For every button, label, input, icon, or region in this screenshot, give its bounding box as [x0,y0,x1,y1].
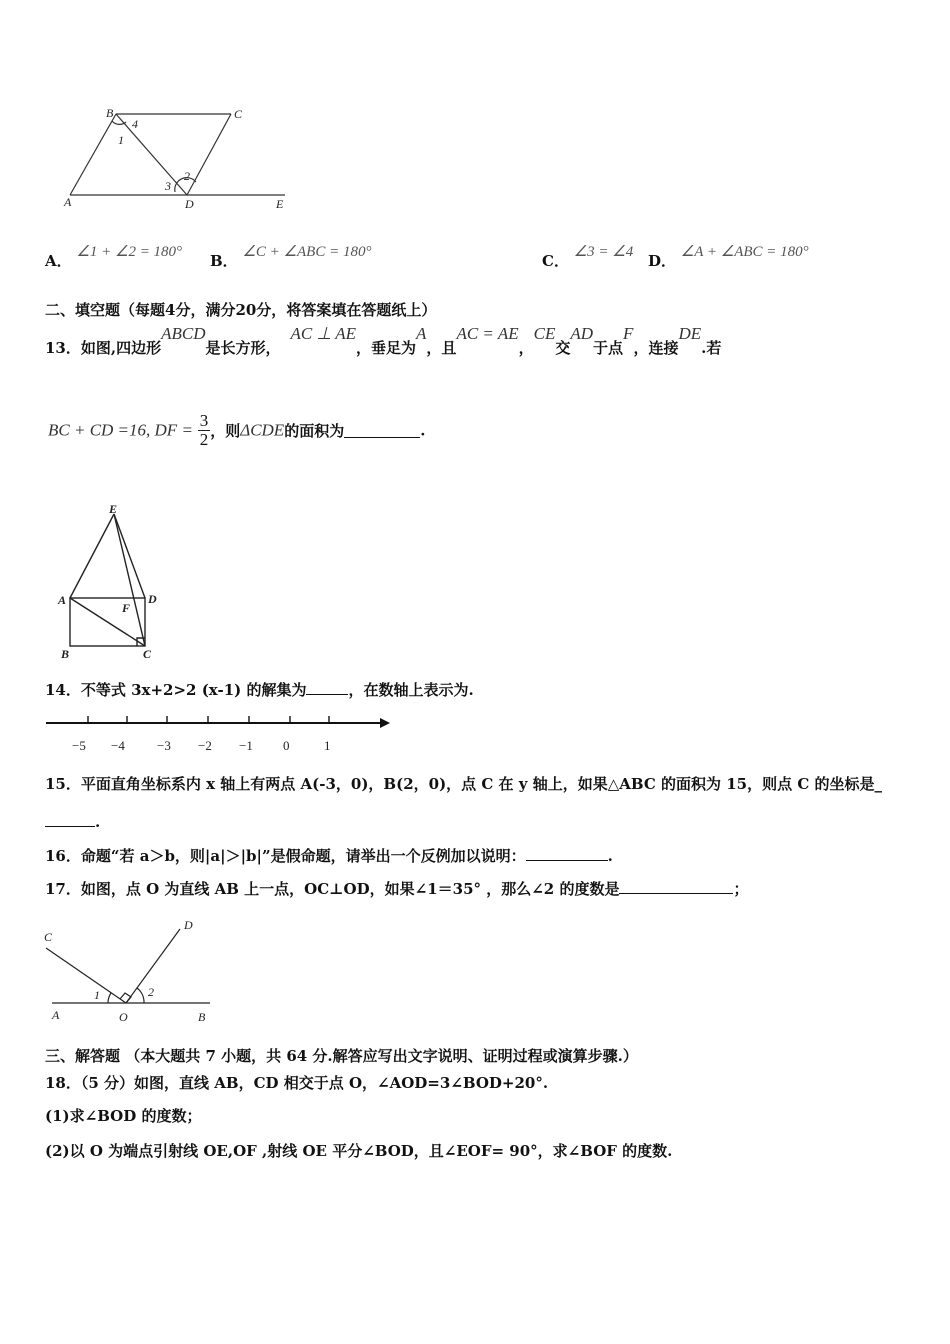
option-c-label: C． [542,252,569,270]
q17-text: 17．如图，点 O 为直线 AB 上一点，OC⊥OD，如果∠1＝35° ，那么∠2 的度数是 [45,880,620,898]
tick-label-minus-1: −1 [239,738,253,753]
ray-oc [46,948,126,1003]
figure-parallelogram [60,100,300,212]
option-a [45,240,183,270]
fig17-b-label: B [198,1010,206,1024]
q13-answer-blank[interactable] [344,423,420,438]
angle-2-label: 2 [184,169,190,183]
q18-stem: 18．（5 分）如图，直线 AB，CD 相交于点 O，∠AOD=3∠BOD+20°. [45,1074,549,1092]
option-b-expr: ∠C + ∠ABC = 180° [242,244,372,260]
q13-frac-den: 2 [199,430,209,449]
option-b [210,240,372,270]
option-d-label: D． [648,252,677,270]
q14-answer-blank[interactable] [306,680,348,695]
fig13-f-label: F [122,601,131,615]
q16-text: 16．命题“若 a＞b，则|a|＞|b|”是假命题，请举出一个反例加以说明： [45,847,526,865]
q15-line2 [45,812,100,831]
q13-math-abcd: ABCD [161,324,206,343]
point-b-label: B [106,106,114,120]
q13-triangle: ΔCDE [240,420,285,440]
angle-4-label: 4 [132,117,138,131]
number-line [44,706,394,756]
option-a-expr: ∠1 + ∠2 = 180° [76,244,183,260]
fig17-o-label: O [119,1010,128,1024]
fig17-angle-1-label: 1 [94,988,100,1002]
q13-math-de: DE [678,324,702,343]
section-2-heading: 二、填空题（每题4分，满分20分，将答案填在答题纸上） [45,301,437,319]
q16-end: . [607,847,613,865]
angle-1-label: 1 [118,133,124,147]
q15-answer-blank[interactable] [45,812,95,827]
q15-end: . [95,813,101,831]
q18-part-1: (1)求∠BOD 的度数； [45,1107,202,1125]
fig17-angle-2-label: 2 [148,985,154,999]
q13-text-1: 13．如图,四边形 [45,339,162,357]
side-cd [187,114,231,195]
segment-ed [114,514,145,598]
q13-frac-num: 3 [199,411,209,430]
q13-text-5: ， [518,339,534,357]
q18-part-2: (2)以 O 为端点引射线 OE,OF ,射线 OE 平分∠BOD，且∠EOF= 90°，求∠BOF 的度数. [45,1142,673,1160]
q13-end: . [420,421,426,440]
tick-label-1: 1 [324,738,331,753]
q13-text-6: 交 [555,339,571,357]
fig13-b-label: B [61,647,70,661]
option-c [542,240,634,270]
q16-line [45,845,613,866]
angle-2-arc [137,988,144,1003]
point-e-label: E [276,197,284,211]
q13-text-4: ，且 [426,339,457,357]
fig13-d-label: D [148,592,157,606]
tick-label-minus-3: −3 [157,738,171,753]
fig17-d-label: D [184,918,193,932]
q13-text-9: .若 [701,339,722,357]
point-a-label: A [64,195,72,209]
q17-line [45,878,748,899]
q13-math-ac-perp-ae: AC ⊥ AE [290,324,357,343]
segment-ec [114,514,145,646]
q13-text-2: 是长方形， [205,339,281,357]
q13-math-ac-eq-ae: AC = AE [456,324,519,343]
q13-math-a: A [416,324,427,343]
figure-rectangle-triangle [52,500,172,668]
tick-label-minus-5: −5 [72,738,86,753]
q15-line1: 15．平面直角坐标系内 x 轴上有两点 A(-3，0)，B(2，0)，点 C 在 y 轴上，如果△ABC 的面积为 15，则点 C 的坐标是_ [45,775,882,793]
q13-text-3: ，垂足为 [356,339,417,357]
tick-label-0: 0 [283,738,290,753]
q14-text-after: ，在数轴上表示为. [348,681,474,699]
q13-text-7: 于点 [593,339,624,357]
fig17-a-label: A [52,1008,60,1022]
fig13-e-label: E [109,502,118,516]
fig13-c-label: C [143,647,152,661]
number-line-arrow-icon [380,718,390,728]
option-c-expr: ∠3 = ∠4 [573,244,634,260]
angle-1-arc [108,993,111,1003]
tick-label-minus-2: −2 [198,738,212,753]
q13-math-f: F [623,324,634,343]
q13-line2 [48,412,425,449]
q17-end: ； [733,880,749,898]
q13-math-ce: CE [533,324,556,343]
figure-angles [40,915,220,1027]
option-a-label: A． [45,252,72,270]
point-d-label: D [185,197,194,211]
q13-line1 [45,323,722,357]
q13-area-text: 的面积为 [284,422,345,440]
q13-condition: BC + CD =16, DF = [48,420,193,440]
section-3-heading: 三、解答题 （本大题共 7 小题，共 64 分.解答应写出文字说明、证明过程或演算步骤.） [45,1047,638,1065]
q13-math-ad: AD [570,324,594,343]
q14-line [45,679,474,700]
option-d-expr: ∠A + ∠ABC = 180° [680,244,809,260]
point-c-label: C [234,107,243,121]
diagonal-ac [70,598,145,646]
option-d [648,240,809,270]
q17-answer-blank[interactable] [619,879,733,894]
fig17-c-label: C [44,930,53,944]
segment-ae [70,514,114,598]
fig13-a-label: A [58,593,67,607]
option-b-label: B． [210,252,238,270]
angle-3-label: 3 [165,179,171,193]
q13-fraction [198,412,211,449]
q13-then: ，则 [210,422,241,440]
side-ab [70,114,116,195]
q13-text-8: ，连接 [633,339,679,357]
tick-label-minus-4: −4 [111,738,125,753]
q14-text-before: 14．不等式 3x+2>2 (x-1) 的解集为 [45,681,307,699]
q16-answer-blank[interactable] [526,846,608,861]
